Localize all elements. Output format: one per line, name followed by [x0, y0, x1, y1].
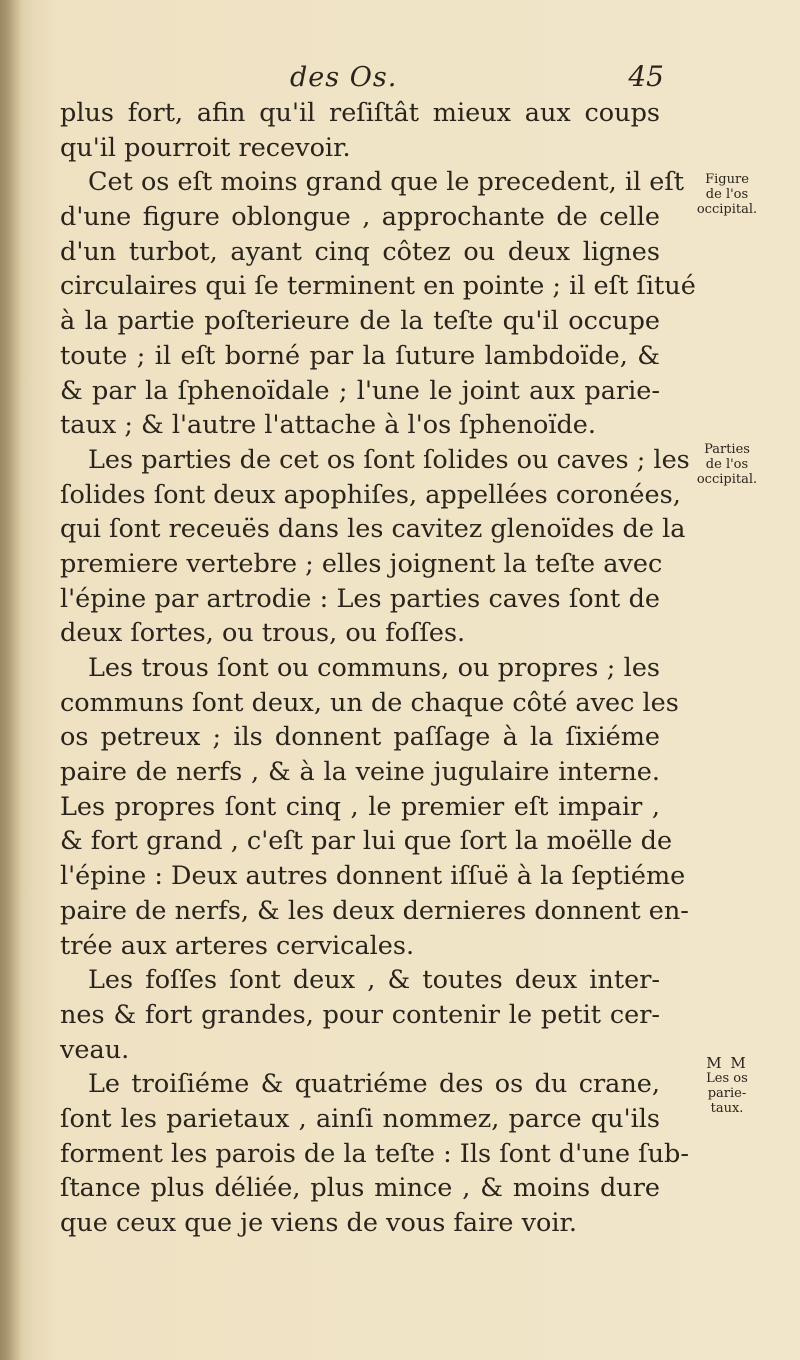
text-line: Cet os eſt moins grand que le precedent, il eſt: [88, 167, 685, 198]
text-line: Les trous ſont ou communs, ou propres ; les: [88, 653, 660, 683]
page-number: 45: [628, 60, 664, 93]
text-line: & par la ſphenoïdale ; l'une le joint aux parie-: [60, 375, 660, 406]
text-line: plus fort, afin qu'il reſiſtât mieux aux coups: [60, 98, 660, 128]
signature-mark: M M: [706, 1054, 748, 1072]
text-line: que ceux que je viens de vous faire voir.: [60, 1208, 578, 1238]
text-line: à la partie poſterieure de la teſte qu'il occupe: [60, 306, 660, 337]
text-line: deux ſortes, ou trous, ou foſſes.: [60, 618, 466, 649]
margin-note-line: parie-: [707, 1086, 747, 1101]
margin-note-line: occipital.: [696, 472, 758, 487]
text-line: l'épine : Deux autres donnent iſſuë à la ſeptiéme: [60, 861, 686, 892]
text-line: ſont les parietaux , ainſi nommez, parce qu'ils: [60, 1103, 660, 1134]
text-line: d'une figure oblongue , approchante de celle: [60, 202, 660, 233]
text-line: paire de nerfs, & les deux dernieres donnent en-: [60, 895, 689, 926]
text-line: veau.: [60, 1034, 130, 1065]
text-line: paire de nerfs , & à la veine jugulaire interne.: [60, 757, 660, 788]
text-line: ſolides ſont deux apophiſes, appellées coronées,: [60, 479, 681, 510]
text-line: qu'il pourroit recevoir.: [60, 132, 351, 163]
text-line: os petreux ; ils donnent paſſage à la ſixiéme: [60, 722, 660, 753]
margin-note-parietaux: [662, 1056, 792, 1116]
text-line: qui ſont receuës dans les cavitez glenoïdes de la: [60, 514, 686, 545]
margin-note-figure-occipital: [662, 172, 792, 217]
text-line: Les propres ſont cinq , le premier eſt impair ,: [60, 791, 660, 822]
text-line: communs ſont deux, un de chaque côté avec les: [60, 687, 679, 718]
margin-note-line: Figure: [705, 172, 749, 187]
text-line: Les parties de cet os ſont ſolides ou caves ; les: [88, 444, 690, 475]
text-line: premiere vertebre ; elles joignent la teſte avec: [60, 548, 663, 579]
margin-note-line: de l'os: [705, 187, 749, 202]
margin-note-line: taux.: [710, 1101, 744, 1116]
binding-shadow: [0, 0, 22, 1360]
text-line: trée aux arteres cervicales.: [60, 930, 415, 961]
text-line: circulaires qui ſe terminent en pointe ; il eſt ſitué: [60, 271, 696, 302]
text-line: & fort grand , c'eſt par lui que ſort la moëlle de: [60, 826, 673, 857]
text-line: Le troiſiéme & quatriéme des os du crane,: [88, 1069, 660, 1100]
text-line: ſtance plus déliée, plus mince , & moins dure: [60, 1173, 660, 1204]
body-text: [60, 96, 696, 1241]
text-line: d'un turbot, ayant cinq côtez ou deux lignes: [60, 236, 660, 267]
running-title: des Os.: [290, 62, 398, 93]
margin-note-line: Parties: [704, 442, 750, 457]
text-line: taux ; & l'autre l'attache à l'os ſphenoïde.: [60, 410, 596, 441]
text-line: forment les parois de la teſte : Ils ſont d'une ſub-: [60, 1138, 689, 1169]
text-line: Les foſſes ſont deux , & toutes deux inter-: [88, 965, 660, 996]
text-line: l'épine par artrodie : Les parties caves ſont de: [60, 583, 660, 614]
margin-note-line: de l'os: [705, 457, 749, 472]
margin-note-line: Les os: [706, 1071, 748, 1086]
margin-note-line: occipital.: [696, 202, 758, 217]
margin-note-parties-occipital: [662, 442, 792, 487]
text-line: nes & fort grandes, pour contenir le petit cer-: [60, 999, 660, 1030]
text-line: toute ; il eſt borné par la ſuture lambdoïde, &: [60, 340, 660, 371]
